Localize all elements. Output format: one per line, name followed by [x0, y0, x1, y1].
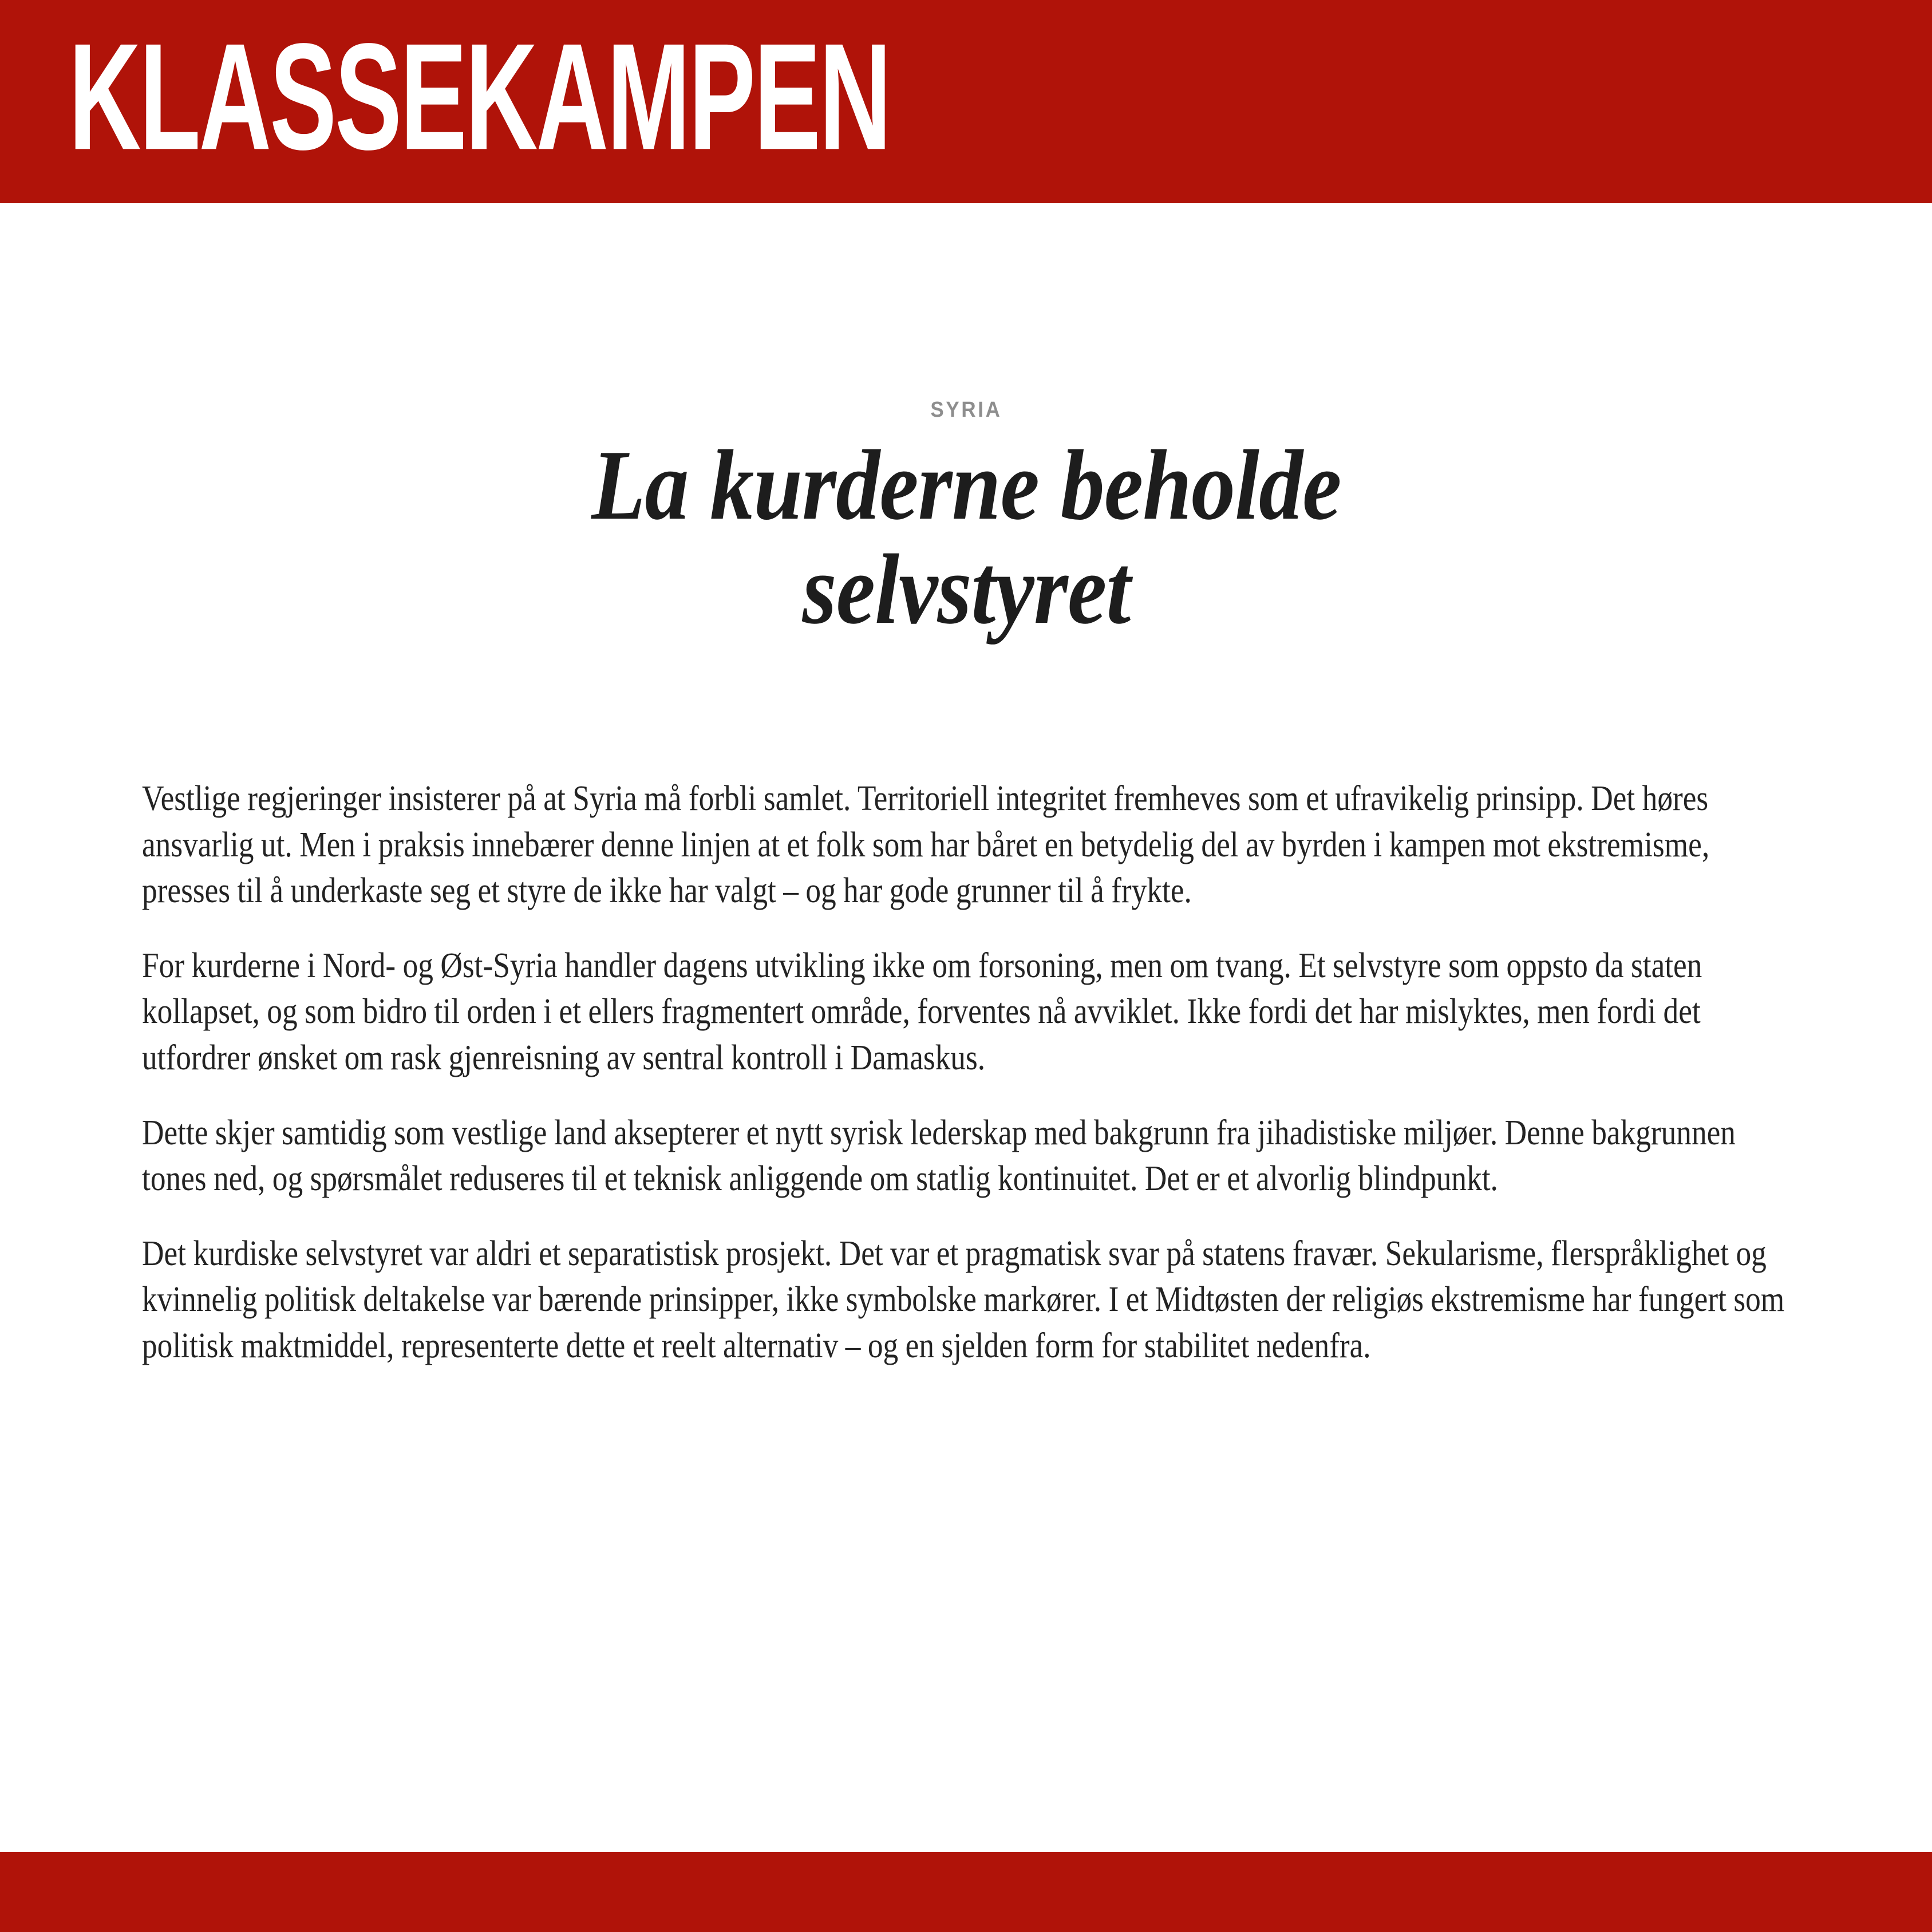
masthead-banner [0, 0, 1932, 203]
headline-line-2: selvstyret [802, 534, 1130, 645]
publication-logo[interactable]: KLASSEKAMPEN [69, 11, 890, 181]
article-paragraph: Vestlige regjeringer insisterer på at Syria må forbli samlet. Territoriell integritet fremheves som et ufravikelig prinsipp. Det høres ansvarlig ut. Men i praksis innebærer denne linjen at et folk som har båret en betydelig del av byrden i kampen mot ekstremisme, presses til å underkaste seg et styre de ikke har valgt – og har gode grunner til å frykte. [141, 779, 1709, 911]
section-kicker: SYRIA [930, 398, 1002, 422]
footer-banner [0, 1852, 1932, 1932]
article-paragraph: For kurderne i Nord- og Øst-Syria handler dagens utvikling ikke om forsoning, men om tvang. Et selvstyre som oppsto da staten kollapset, og som bidro til orden i et ellers fragmentert område, forventes nå avviklet. Ikke fordi det har mislyktes, men fordi det utfordrer ønsket om rask gjenreisning av sentral kontroll i Damaskus. [141, 946, 1702, 1077]
article-paragraph: Det kurdiske selvstyret var aldri et separatistisk prosjekt. Det var et pragmatisk svar på statens fravær. Sekularisme, flerspråklighet og kvinnelig politisk deltakelse var bærende prinsipper, ikke symbolske markører. I et Midtøsten der religiøs ekstremisme har fungert som politisk maktmiddel, representerte dette et reelt alternativ – og en sjelden form for stabilitet nedenfra. [141, 1234, 1784, 1365]
headline-line-1: La kurderne beholde [591, 429, 1341, 540]
article-body [142, 641, 1791, 1369]
article-content [0, 203, 1932, 1852]
article-paragraph: Dette skjer samtidig som vestlige land aksepterer et nytt syrisk lederskap med bakgrunn fra jihadistiske miljøer. Denne bakgrunnen tones ned, og spørsmålet reduseres til et teknisk anliggende om statlig kontinuitet. Det er et alvorlig blindpunkt. [141, 1113, 1736, 1199]
article-header [142, 203, 1791, 645]
page-title [437, 429, 1495, 645]
